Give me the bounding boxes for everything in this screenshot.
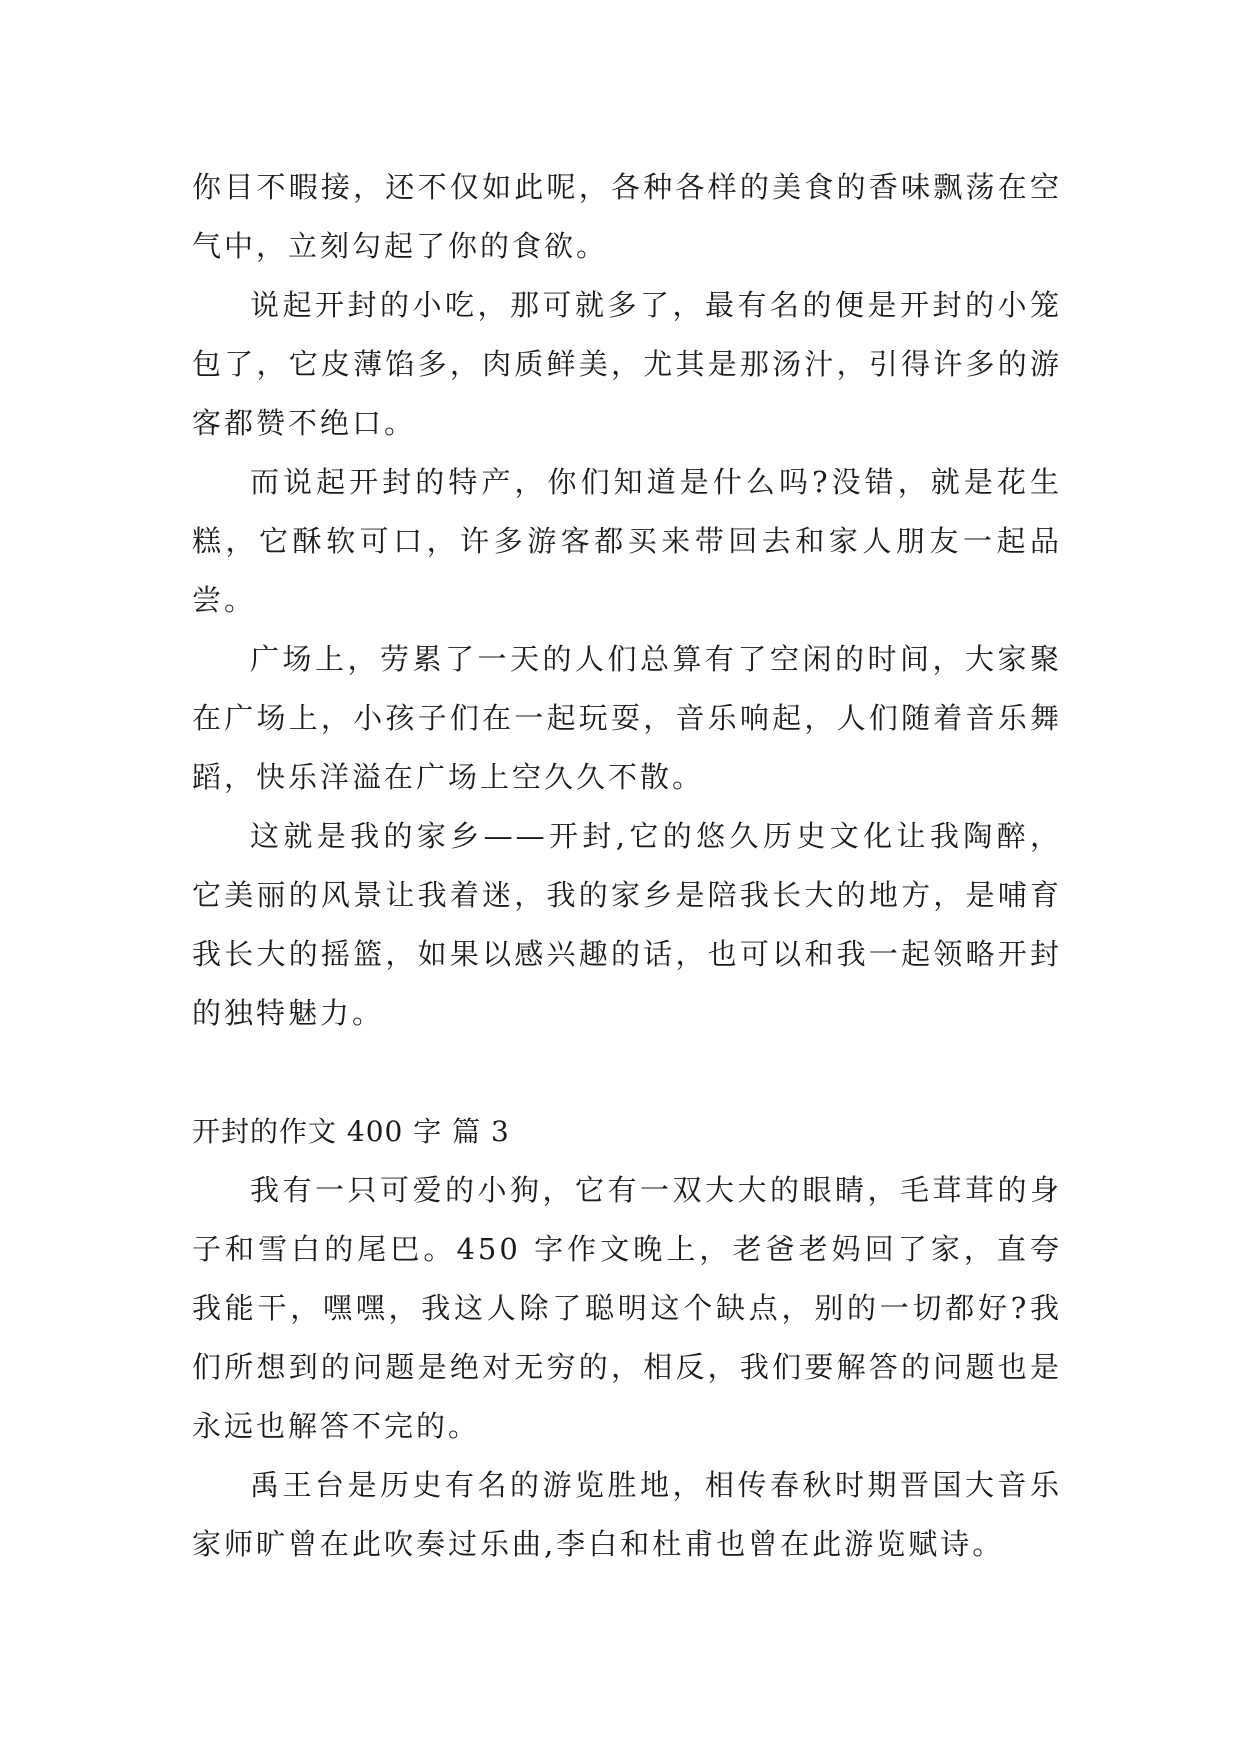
paragraph-square: 广场上，劳累了一天的人们总算有了空闲的时间，大家聚在广场上，小孩子们在一起玩耍，音乐响起，人们随着音乐舞蹈，快乐洋溢在广场上空久久不散。 <box>192 642 1062 794</box>
continued-paragraph: 你目不暇接，还不仅如此呢，各种各样的美食的香味飘荡在空气中，立刻勾起了你的食欲。 <box>192 170 1062 263</box>
paragraph-puppy: 我有一只可爱的小狗，它有一双大大的眼睛，毛茸茸的身子和雪白的尾巴。450 字作文晚上，老爸老妈回了家，直夸我能干，嘿嘿，我这人除了聪明这个缺点，别的一切都好?我们所想到的问题是绝对无穷的，相反，我们要解答的问题也是永远也解答不完的。 <box>192 1173 1062 1443</box>
document-page <box>192 158 1062 1574</box>
paragraph-xiaolongbao: 说起开封的小吃，那可就多了，最有名的便是开封的小笼包了，它皮薄馅多，肉质鲜美，尤其是那汤汁，引得许多的游客都赞不绝口。 <box>192 288 1062 440</box>
paragraph-hometown: 这就是我的家乡——开封,它的悠久历史文化让我陶醉，它美丽的风景让我着迷，我的家乡是陪我长大的地方，是哺育我长大的摇篮，如果以感兴趣的话，也可以和我一起领略开封的独特魅力。 <box>192 819 1062 1030</box>
paragraph-specialty: 而说起开封的特产，你们知道是什么吗?没错，就是花生糕，它酥软可口，许多游客都买来带回去和家人朋友一起品尝。 <box>192 465 1062 617</box>
section-title: 开封的作文 400 字 篇 3 <box>192 1115 510 1148</box>
paragraph-yuwangtai: 禹王台是历史有名的游览胜地，相传春秋时期晋国大音乐家师旷曾在此吹奏过乐曲,李白和杜甫也曾在此游览赋诗。 <box>192 1468 1062 1561</box>
